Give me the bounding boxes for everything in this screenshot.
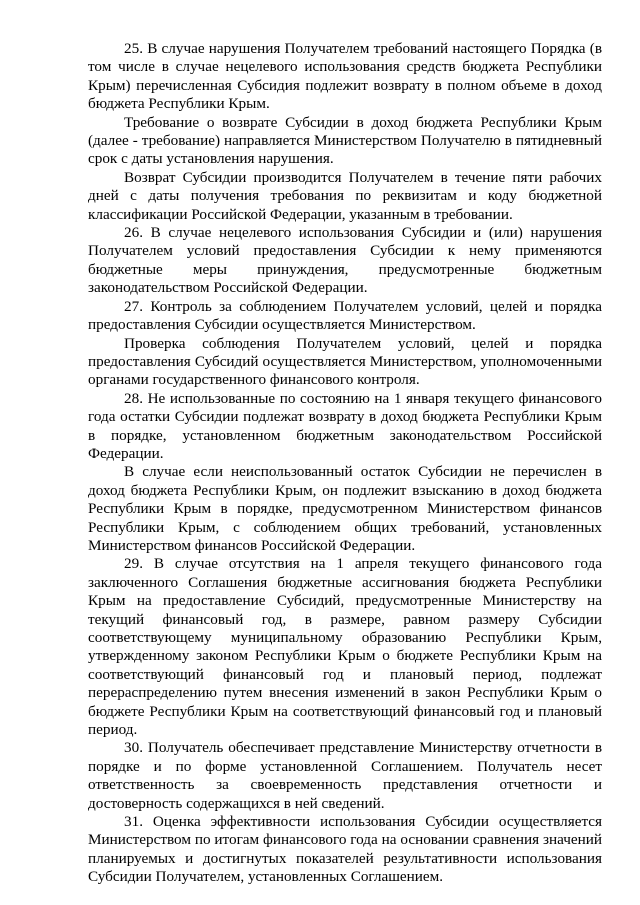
paragraph-25-refund: Возврат Субсидии производится Получателем в течение пяти рабочих дней с даты получения требования по реквизитам и коду бюджетной классификации Российской Федерации, указанным в требовании. [88,168,602,223]
paragraph-25-requirement: Требование о возврате Субсидии в доход бюджета Республики Крым (далее - требование) направляется Министерством Получателю в пятидневный срок с даты установления нарушения. [88,113,602,168]
paragraph-27: 27. Контроль за соблюдением Получателем условий, целей и порядка предоставления Субсидии осуществляется Министерством. [88,297,602,334]
paragraph-31: 31. Оценка эффективности использования Субсидии осуществляется Министерством по итогам финансового года на основании сравнения значений планируемых и достигнутых показателей результативности использования Субсидии Получателем, установленных Соглашением. [88,813,602,886]
paragraph-28: 28. Не использованные по состоянию на 1 января текущего финансового года остатки Субсидии подлежат возврату в доход бюджета Республики Крым в порядке, установленном бюджетным законодательством Российской Федерации. [88,389,602,462]
paragraph-28-recovery: В случае если неиспользованный остаток Субсидии не перечислен в доход бюджета Республики Крым, он подлежит взысканию в доход бюджета Республики Крым в порядке, предусмотренном Министерством финансов Республики Крым, с соблюдением общих требований, установленных Министерством финансов Российской Федерации. [88,463,602,554]
paragraph-29: 29. В случае отсутствия на 1 апреля текущего финансового года заключенного Соглашения бюджетные ассигнования бюджета Республики Крым на предоставление Субсидий, предусмотренные Министерству на текущий финансовый год, в размере, равном размеру Субсидии соответствующему муниципальному образованию Республики Крым, утвержденному законом Республики Крым о бюджете Республики Крым на соответствующий финансовый год и плановый период, подлежат перераспределению путем внесения изменений в закон Республики Крым о бюджете Республики Крым на соответствующий финансовый год и плановый период. [88,555,602,739]
paragraph-26: 26. В случае нецелевого использования Субсидии и (или) нарушения Получателем условий предоставления Субсидии к нему применяются бюджетные меры принуждения, предусмотренные бюджетным законодательством Российской Федерации. [88,224,602,297]
paragraph-25: 25. В случае нарушения Получателем требований настоящего Порядка (в том числе в случае нецелевого использования средств бюджета Республики Крым) перечисленная Субсидия подлежит возврату в полном объеме в доход бюджета Республики Крым. [88,40,602,113]
paragraph-30: 30. Получатель обеспечивает представление Министерству отчетности в порядке и по форме установленной Соглашением. Получатель несет ответственность за своевременность представления отчетности и достоверность содержащихся в ней сведений. [88,739,602,812]
paragraph-27-inspection: Проверка соблюдения Получателем условий, целей и порядка предоставления Субсидий осуществляется Министерством, уполномоченными органами государственного финансового контроля. [88,334,602,389]
